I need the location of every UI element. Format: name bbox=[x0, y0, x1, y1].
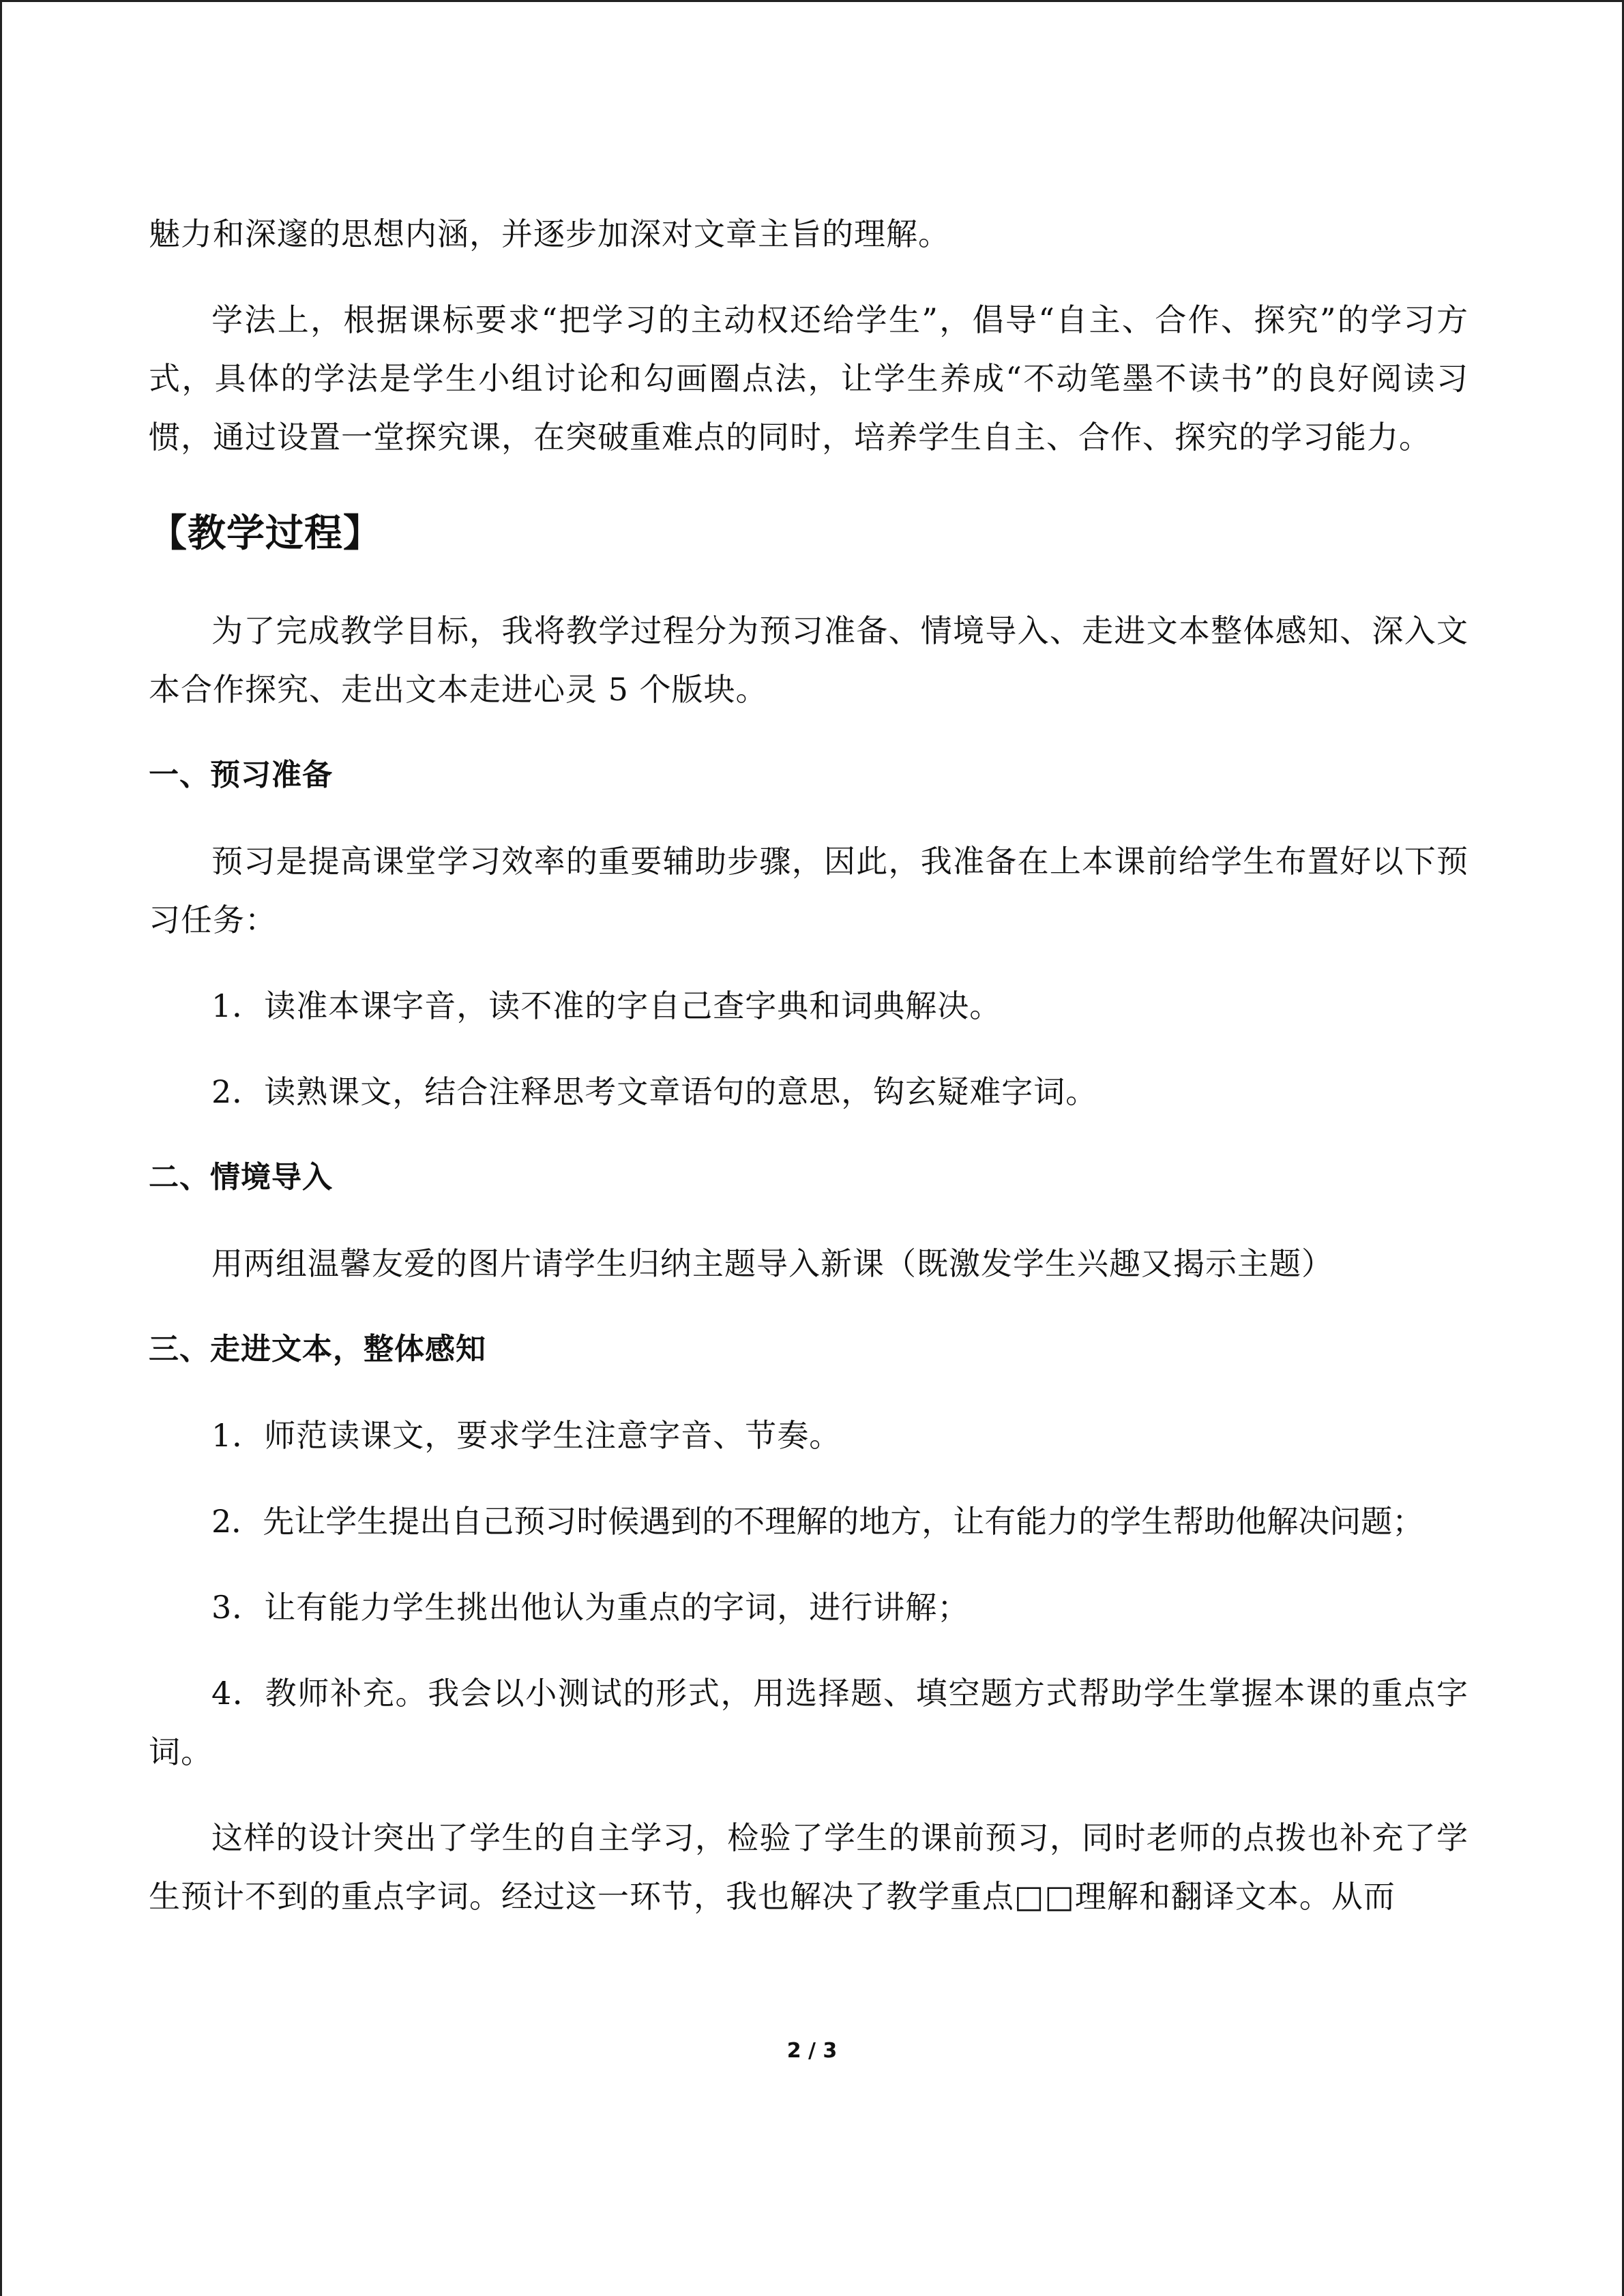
document-body bbox=[149, 205, 1468, 1926]
section-title-perception: 三、走进文本，整体感知 bbox=[149, 1332, 486, 1367]
page-top-border bbox=[0, 0, 1624, 2]
process-intro-paragraph: 为了完成教学目标，我将教学过程分为预习准备、情境导入、走进文本整体感知、深入文本合作探究、走出文本走进心灵 5 个版块。 bbox=[149, 612, 1468, 708]
list-item: 3．让有能力学生挑出他认为重点的字词，进行讲解； bbox=[211, 1589, 970, 1626]
preview-paragraph: 预习是提高课堂学习效率的重要辅助步骤，因此，我准备在上本课前给学生布置好以下预习任务： bbox=[149, 843, 1468, 938]
study-method-paragraph: 学法上，根据课标要求“把学习的主动权还给学生”，倡导“自主、合作、探究”的学习方式，具体的学法是学生小组讨论和勾画圈点法，让学生养成“不动笔墨不读书”的良好阅读习惯，通过设置一堂探究课，在突破重难点的同时，培养学生自主、合作、探究的学习能力。 bbox=[149, 301, 1468, 456]
list-item: 4．教师补充。我会以小测试的形式，用选择题、填空题方式帮助学生掌握本课的重点字词。 bbox=[149, 1675, 1468, 1770]
process-heading: 【教学过程】 bbox=[149, 511, 382, 556]
page-number: 2 / 3 bbox=[786, 2039, 838, 2063]
intro-continuation: 魅力和深邃的思想内涵，并逐步加深对文章主旨的理解。 bbox=[149, 215, 950, 252]
section-title-preview: 一、预习准备 bbox=[149, 758, 333, 792]
page-left-border bbox=[0, 0, 2, 2296]
scenario-paragraph: 用两组温馨友爱的图片请学生归纳主题导入新课（既激发学生兴趣又揭示主题） bbox=[211, 1245, 1333, 1282]
section-title-scenario: 二、情境导入 bbox=[149, 1160, 333, 1195]
list-item: 1．师范读课文，要求学生注意字音、节奏。 bbox=[211, 1417, 842, 1454]
list-item: 2．读熟课文，结合注释思考文章语句的意思，钩玄疑难字词。 bbox=[211, 1073, 1098, 1110]
list-item: 1．读准本课字音，读不准的字自己查字典和词典解决。 bbox=[211, 987, 1002, 1024]
list-item: 2．先让学生提出自己预习时候遇到的不理解的地方，让有能力的学生帮助他解决问题； bbox=[211, 1503, 1424, 1540]
summary-paragraph: 这样的设计突出了学生的自主学习，检验了学生的课前预习，同时老师的点拨也补充了学生预计不到的重点字词。经过这一环节，我也解决了教学重点□□理解和翻译文本。从而 bbox=[149, 1819, 1468, 1915]
